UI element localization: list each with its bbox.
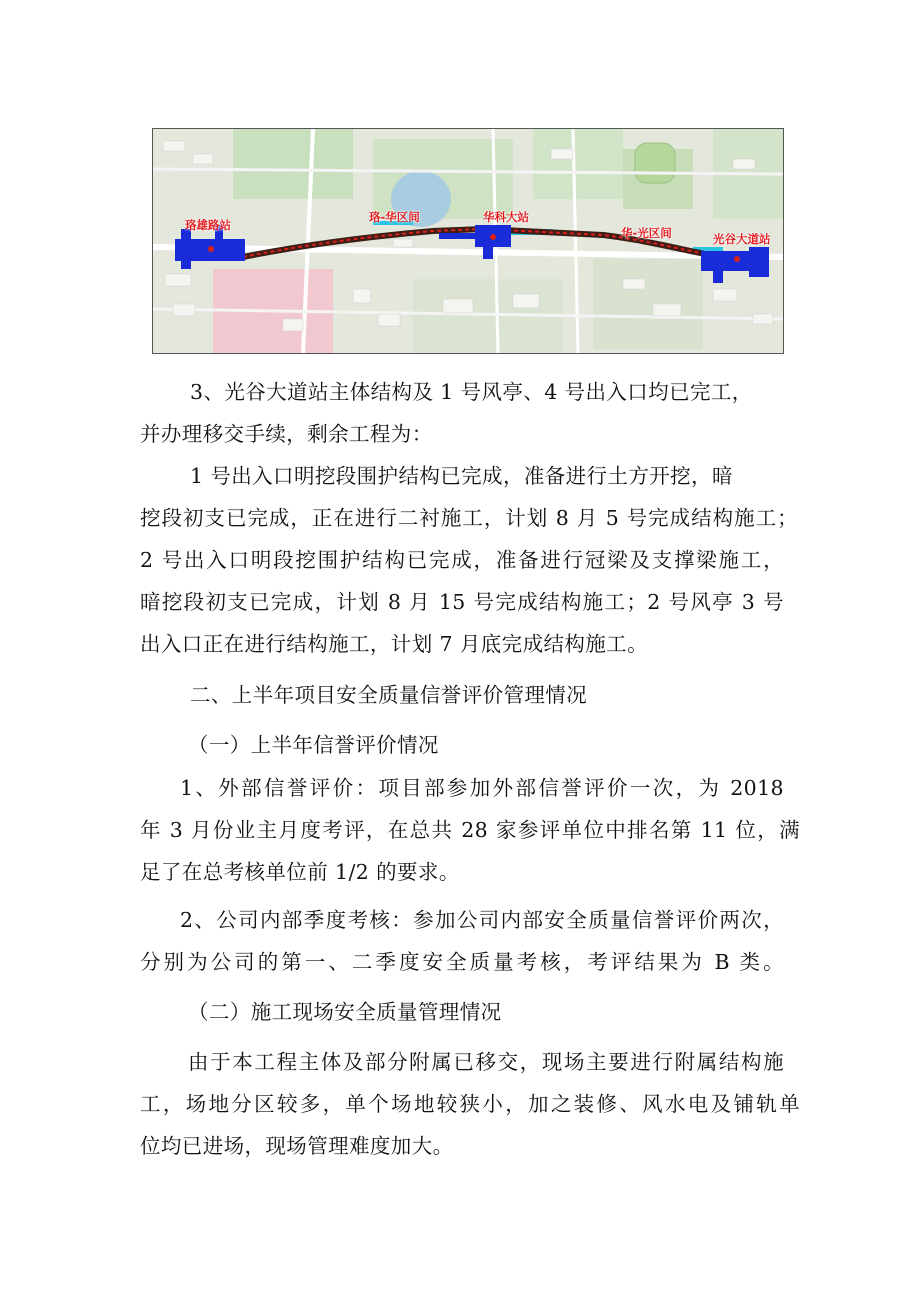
station-label-guanggudadao: 光谷大道站: [713, 232, 771, 246]
paragraph-line: 1、外部信誉评价：项目部参加外部信誉评价一次，为 2018: [180, 776, 784, 800]
paragraph-line: 分别为公司的第一、二季度安全质量考核，考评结果为 B 类。: [140, 950, 784, 974]
paragraph-line: 暗挖段初支已完成，计划 8 月 15 号完成结构施工；2 号风亭 3 号: [140, 590, 784, 614]
paragraph-line: 并办理移交手续，剩余工程为：: [140, 422, 433, 446]
station-label-huakeda: 华科大站: [483, 210, 529, 224]
site-map-figure: [152, 128, 784, 354]
paragraph-line: 2、公司内部季度考核：参加公司内部安全质量信誉评价两次，: [180, 908, 784, 932]
subsection-heading: （一）上半年信誉评价情况: [188, 733, 439, 757]
section-label-hua-guang: 华-光区间: [621, 226, 672, 240]
section-heading: 二、上半年项目安全质量信誉评价管理情况: [190, 683, 588, 707]
paragraph-line: 2 号出入口明段挖围护结构已完成，准备进行冠梁及支撑梁施工，: [140, 548, 784, 572]
paragraph-line: 位均已进场，现场管理难度加大。: [140, 1134, 454, 1158]
station-label-luoxionglu: 珞雄路站: [185, 218, 231, 232]
paragraph-line: 3、光谷大道站主体结构及 1 号风亭、4 号出入口均已完工，: [190, 380, 753, 404]
paragraph-line: 出入口正在进行结构施工，计划 7 月底完成结构施工。: [140, 632, 648, 656]
paragraph-line: 挖段初支已完成，正在进行二衬施工，计划 8 月 5 号完成结构施工；: [140, 506, 798, 530]
paragraph-line: 工，场地分区较多，单个场地较狭小，加之装修、风水电及铺轨单: [140, 1092, 800, 1116]
paragraph-line: 由于本工程主体及部分附属已移交，现场主要进行附属结构施: [188, 1050, 784, 1074]
site-map-image: [153, 129, 783, 353]
section-label-luo-hua: 珞-华区间: [369, 210, 420, 224]
paragraph-line: 1 号出入口明挖段围护结构已完成，准备进行土方开挖，暗: [190, 464, 733, 488]
paragraph-line: 年 3 月份业主月度考评，在总共 28 家参评单位中排名第 11 位，满: [140, 818, 800, 842]
paragraph-line: 足了在总考核单位前 1/2 的要求。: [140, 860, 460, 884]
subsection-heading: （二）施工现场安全质量管理情况: [188, 1000, 502, 1024]
